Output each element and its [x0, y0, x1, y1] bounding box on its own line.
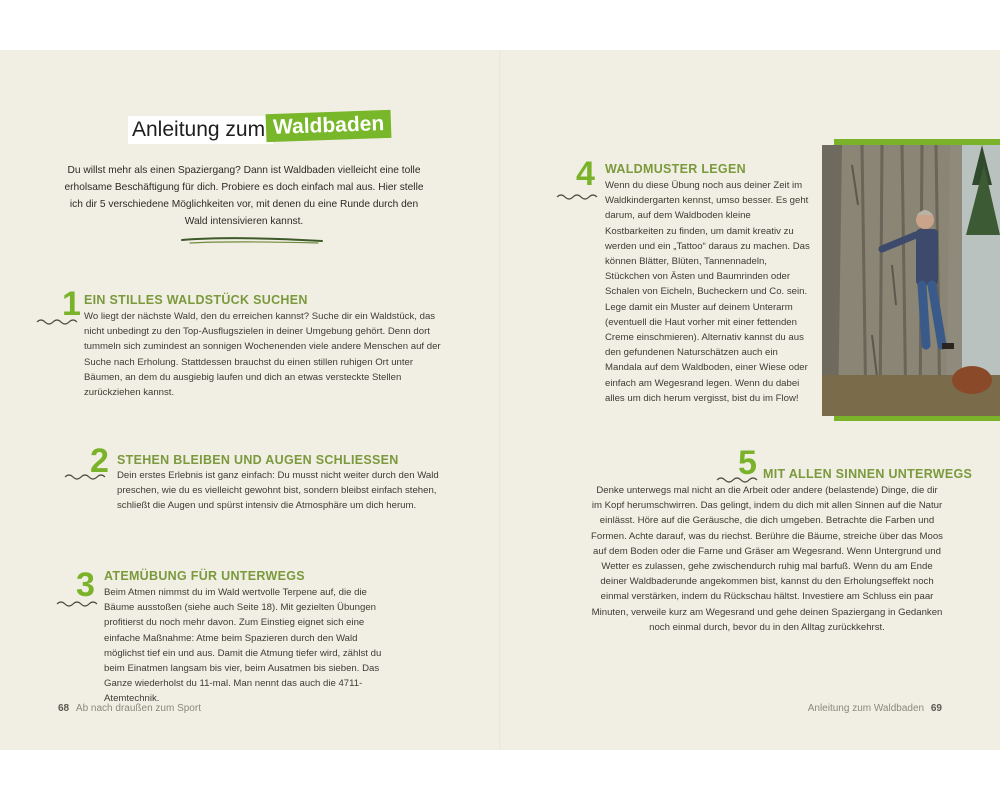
section-3-text: Beim Atmen nimmst du im Wald wertvolle Terpene auf, die die Bäume ausstoßen (siehe auch Seite 18). Mit gezielten Übungen profitierst du noch mehr davon. Zum Einstieg eignet sich eine einfache Maßnahme: Atme beim Spazieren durch den Wald möglichst tief ein und aus. Damit die Atmung tiefer wird, zählst du beim Einatmen langsam bis vier, beim Ausatmen bis sieben. Das Ganze wiederholst du 11-mal. Man nennt das auch die 4711-Atemtechnik.	[104, 587, 382, 705]
section-4-number: 4	[576, 155, 595, 193]
wave-icon	[36, 318, 78, 326]
wave-icon	[64, 473, 106, 481]
tree-hugger-photo	[822, 145, 1000, 416]
section-4-heading: WALDMUSTER LEGEN	[605, 162, 746, 176]
footer-right-text: Anleitung zum Waldbaden	[807, 703, 925, 714]
title-part2: Waldbaden	[266, 110, 392, 142]
footer-left	[58, 703, 201, 714]
section-5-text: Denke unterwegs mal nicht an die Arbeit oder andere (belastende) Dinge, die dir im Kopf herumschwirren. Das gelingt, indem du dich mit allen Sinnen auf die Natur einlässt. Höre auf die Geräusche, die dich umgeben. Betrachte die Farben und Formen. Achte darauf, was du riechst. Berühre die Bäume, streiche über das Moos auf dem Boden oder die Farne und Gräser am Wegesrand. Wenn Untergrund und Wetter es zulassen, gehe zwischendurch ruhig mal barfuß. Wenn du am Ende deiner Waldbaderunde angekommen bist, kannst du den Erholungseffekt noch einmal verstärken, indem du Rückschau hältst. Investiere am Schluss ein paar Minuten, verweile kurz am Wegesrand und gehe deinen Spaziergang in Gedanken noch einmal durch, bevor du in den Alltag zurückkehrst.	[591, 485, 943, 633]
section-2-number: 2	[90, 442, 109, 480]
page-gutter	[499, 50, 501, 750]
section-4-text: Wenn du diese Übung noch aus deiner Zeit im Waldkindergarten kennst, umso besser. Es geht darum, auf dem Waldboden kleine Kostbarkeiten zu finden, um damit kreativ zu werden und ein „Tattoo“ daraus zu machen. Das können Blätter, Blüten, Tannennadeln, Stückchen von Ästen und Baumrinden oder Schalen von Eicheln, Bucheckern und Co. sein. Lege damit ein Muster auf deinem Unterarm (eventuell die Haut vorher mit einer fettenden Creme einschmieren). Alternativ kannst du aus den gefundenen Naturschätzen auch ein Mandala auf dem Waldboden, einer Wiese oder einfach am Wegesrand legen. Wenn du dabei alles um dich herum vergisst, bist du im Flow!	[605, 180, 810, 404]
section-1-text: Wo liegt der nächste Wald, den du erreichen kannst? Suche dir ein Waldstück, das nicht unbedingt zu den Top-Ausflugszielen in deiner Umgebung gehört. Denn dort tummeln sich zumindest an sonnigen Wochenenden viele andere Menschen auf der Suche nach Erholung. Stattdessen brauchst du einen stillen ruhigen Ort unter Bäumen, an dem du ausgiebig laufen und dich an etwas versteckte Stellen zurückziehen kannst.	[84, 311, 441, 399]
brush-stroke-icon	[180, 234, 325, 246]
section-3-heading: ATEMÜBUNG FÜR UNTERWEGS	[104, 569, 305, 583]
wave-icon	[556, 193, 598, 201]
section-5-number: 5	[738, 444, 757, 482]
section-5-heading: MIT ALLEN SINNEN UNTERWEGS	[763, 467, 973, 481]
section-3-number: 3	[76, 566, 95, 604]
section-2-heading: STEHEN BLEIBEN UND AUGEN SCHLIESSEN	[117, 453, 399, 467]
section-1-heading: EIN STILLES WALDSTÜCK SUCHEN	[84, 293, 308, 307]
page-number-right: 69	[930, 703, 942, 714]
intro-text: Du willst mehr als einen Spaziergang? Dann ist Waldbaden vielleicht eine tolle erholsame Beschäftigung für dich. Probiere es doch einfach mal aus. Hier stelle ich dir 5 verschiedene Möglichkeiten vor, mit denen du eine Runde durch den Wald intensivieren kannst.	[64, 165, 424, 227]
book-spread	[0, 50, 1000, 750]
title-part1: Anleitung zum	[128, 116, 273, 144]
page-number-left: 68	[58, 703, 70, 714]
section-1-number: 1	[62, 285, 81, 323]
footer-left-text: Ab nach draußen zum Sport	[75, 703, 201, 714]
section-2-text: Dein erstes Erlebnis ist ganz einfach: Du musst nicht weiter durch den Wald preschen, wie du es vielleicht gewohnt bist, sondern bleibst einfach stehen, schließt die Augen und spürst intensiv die Atmosphäre um dich herum.	[117, 470, 439, 512]
wave-icon	[56, 600, 98, 608]
footer-right	[808, 703, 942, 714]
